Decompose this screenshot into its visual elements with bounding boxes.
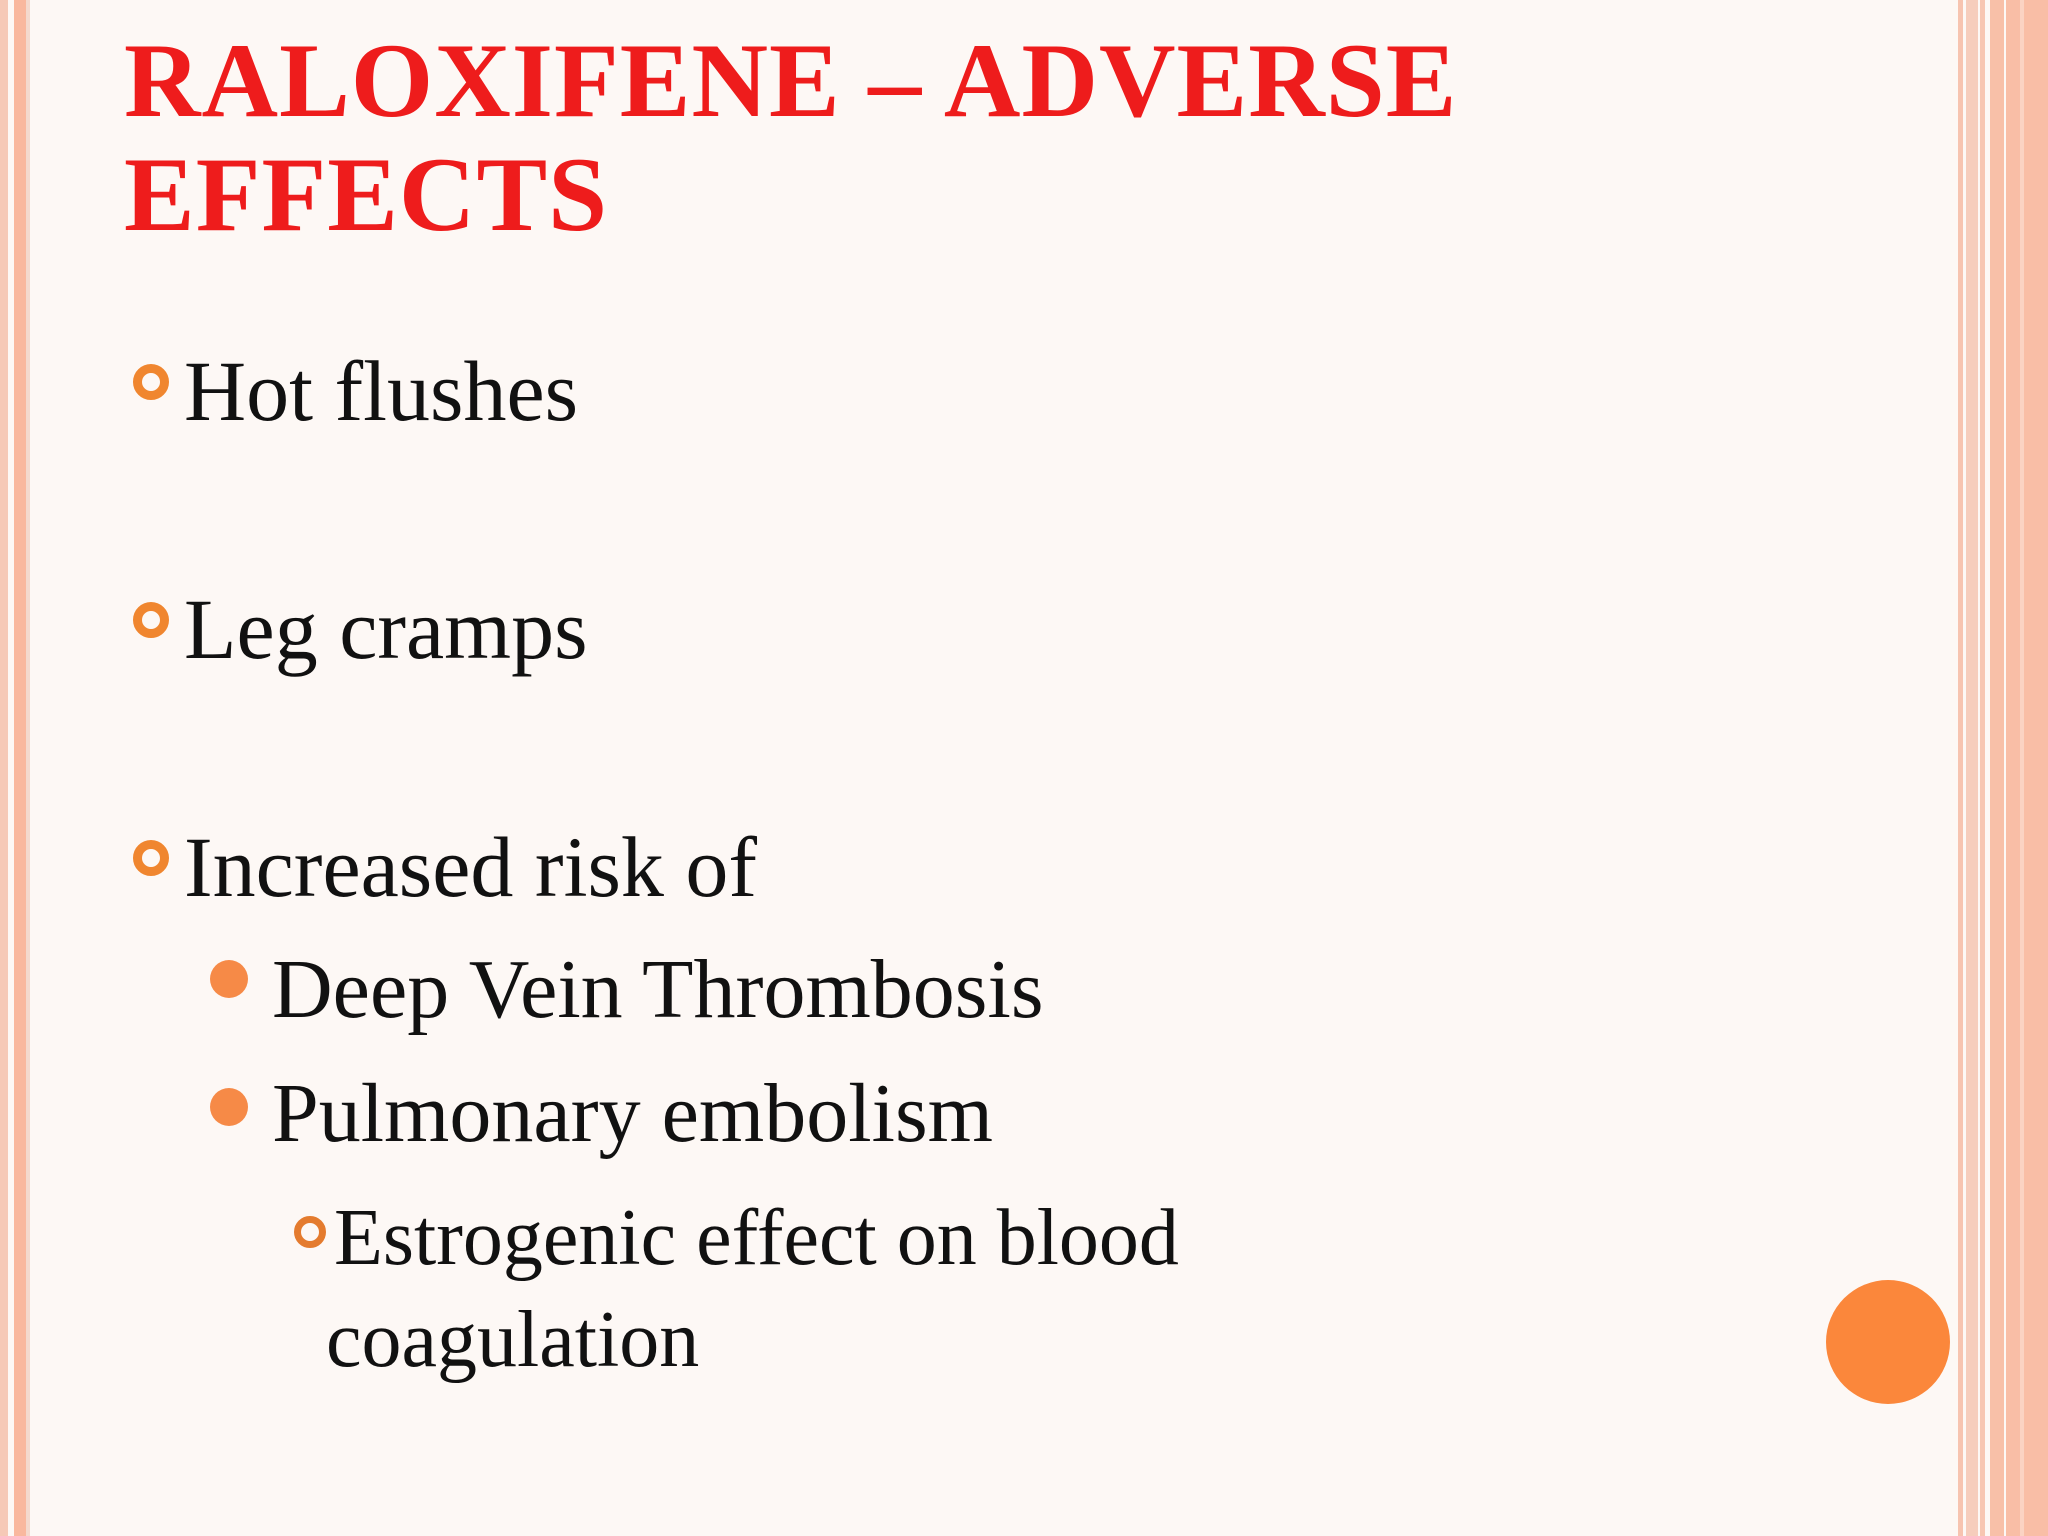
sub-sub-bullet-line-2: coagulation <box>326 1296 700 1384</box>
sub-bullet-dvt: Deep Vein Thrombosis <box>272 943 1044 1036</box>
right-border-stripe <box>2020 0 2024 1536</box>
disc-bullet-icon <box>210 960 248 998</box>
right-border-stripe <box>1980 0 1985 1536</box>
left-border-stripe <box>0 0 8 1536</box>
ring-bullet-icon <box>133 602 169 638</box>
ring-bullet-icon <box>133 840 169 876</box>
disc-bullet-icon <box>210 1088 248 1126</box>
slide-title <box>124 24 1924 252</box>
bullet-leg-cramps: Leg cramps <box>184 581 588 677</box>
right-border-stripe <box>2006 0 2048 1536</box>
ring-bullet-icon <box>133 364 169 400</box>
left-border-stripe <box>14 0 26 1536</box>
right-border-stripe <box>1990 0 2004 1536</box>
orange-circle-icon <box>1826 1280 1950 1404</box>
slide-title-line-1: RALOXIFENE – ADVERSE <box>124 22 1458 139</box>
sub-bullet-pe: Pulmonary embolism <box>272 1067 993 1160</box>
slide-title-line-2: EFFECTS <box>124 136 609 253</box>
bullet-increased-risk: Increased risk of <box>184 819 758 915</box>
small-ring-bullet-icon <box>294 1216 326 1248</box>
bullet-hot-flushes: Hot flushes <box>184 343 579 439</box>
left-border-stripe <box>26 0 30 1536</box>
right-border-stripe <box>1966 0 1978 1536</box>
sub-sub-bullet-line-1: Estrogenic effect on blood <box>334 1194 1179 1282</box>
right-border-stripe <box>1958 0 1963 1536</box>
